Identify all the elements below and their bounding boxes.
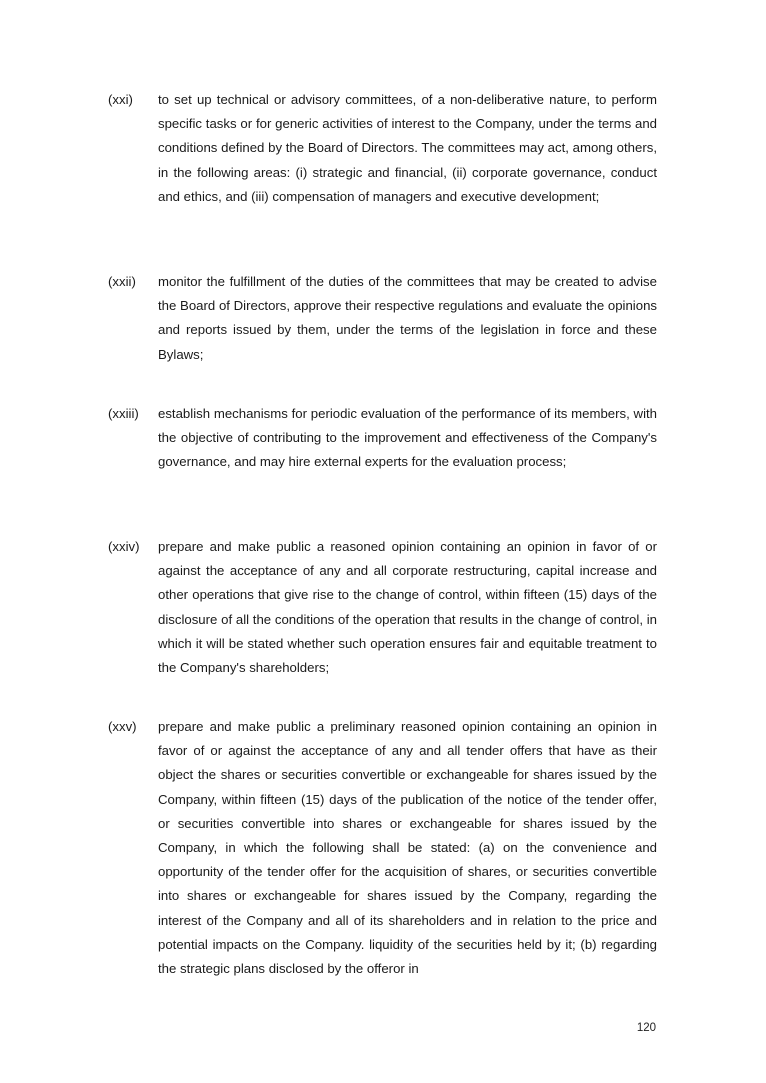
clause-number: (xxi) [108, 92, 133, 107]
clause-text: monitor the fulfillment of the duties of the committees that may be created to advise the Board of Directors, approve their respective regulations and evaluate the opinions and reports issued by them, under the terms of the legislation in force and these Bylaws; [158, 274, 657, 362]
clause-number: (xxv) [108, 719, 137, 734]
clause-text: prepare and make public a preliminary reasoned opinion containing an opinion in favor of or against the acceptance of any and all tender offers that have as their object the shares or securities convertible or exchangeable for shares issued by the Company, within fifteen (15) days of the publication of the notice of the tender offer, or securities convertible into shares or exchangeable for shares issued by the Company, in which the following shall be stated: (a) on the convenience and opportunity of the tender offer for the acquisition of shares, or securities convertible into shares or exchangeable for shares issued by the Company, regarding the interest of the Company and all of its shareholders and in relation to the price and potential impacts on the Company. liquidity of the securities held by it; (b) regarding the strategic plans disclosed by the offeror in [158, 719, 657, 977]
clause-number: (xxiv) [108, 539, 140, 554]
clause-number: (xxii) [108, 274, 136, 289]
clause-text: prepare and make public a reasoned opinion containing an opinion in favor of or against the acceptance of any and all corporate restructuring, capital increase and other operations that give rise to the change of control, within fifteen (15) days of the disclosure of all the conditions of the operation that results in the change of control, in which it will be stated whether such operation ensures fair and equitable treatment to the Company's shareholders; [158, 539, 657, 676]
clause-text: establish mechanisms for periodic evaluation of the performance of its members, with the objective of contributing to the improvement and effectiveness of the Company's governance, and may hire external experts for the evaluation process; [158, 406, 657, 470]
clause-text: to set up technical or advisory committees, of a non-deliberative nature, to perform specific tasks or for generic activities of interest to the Company, under the terms and conditions defined by the Board of Directors. The committees may act, among others, in the following areas: (i) strategic and financial, (ii) corporate governance, conduct and ethics, and (iii) compensation of managers and executive development; [158, 92, 657, 204]
page-number: 120 [636, 1022, 656, 1034]
clause-number: (xxiii) [108, 406, 139, 421]
